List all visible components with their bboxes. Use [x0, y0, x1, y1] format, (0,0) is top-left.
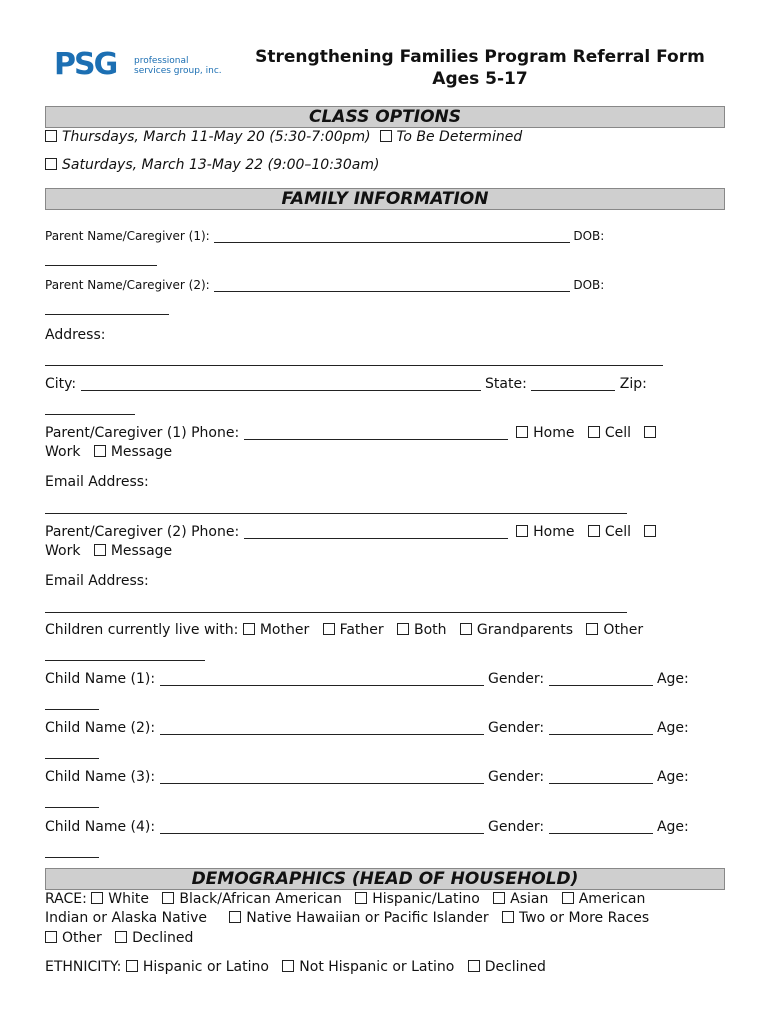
child3-name-field[interactable] — [160, 769, 484, 784]
phone2-cell-checkbox[interactable] — [588, 525, 600, 537]
parent2-dob-field[interactable] — [45, 300, 169, 315]
race-other-checkbox[interactable] — [45, 931, 57, 943]
state-field[interactable] — [531, 376, 615, 391]
phone1-home-checkbox[interactable] — [516, 426, 528, 438]
class-option-row-2: Saturdays, March 13-May 22 (9:00–10:30am) — [45, 156, 379, 175]
logo-mark: PSG — [54, 47, 117, 82]
child3-gender-field[interactable] — [549, 769, 653, 784]
race-asian-checkbox[interactable] — [493, 892, 505, 904]
phone1-work-checkbox[interactable] — [644, 426, 656, 438]
race-declined-checkbox[interactable] — [115, 931, 127, 943]
email1-field[interactable] — [45, 499, 627, 514]
race-row-2: Indian or Alaska Native Native Hawaiian or Pacific Islander Two or More Races — [45, 910, 650, 926]
parent2-row: Parent Name/Caregiver (2): DOB: — [45, 278, 605, 292]
form-subtitle: Ages 5-17 — [432, 69, 528, 89]
race-american-indian-checkbox[interactable] — [562, 892, 574, 904]
child1-gender-field[interactable] — [549, 671, 653, 686]
child1-name-field[interactable] — [160, 671, 484, 686]
email1-label: Email Address: — [45, 474, 149, 490]
tbd-checkbox[interactable] — [380, 130, 392, 142]
phone2-home-checkbox[interactable] — [516, 525, 528, 537]
race-row-3: Other Declined — [45, 929, 193, 948]
parent1-row: Parent Name/Caregiver (1): DOB: — [45, 229, 605, 243]
race-black-checkbox[interactable] — [162, 892, 174, 904]
both-checkbox[interactable] — [397, 623, 409, 635]
child2-gender-field[interactable] — [549, 720, 653, 735]
family-info-heading: FAMILY INFORMATION — [45, 188, 725, 210]
phone1-field[interactable] — [244, 425, 508, 440]
phone2-field[interactable] — [244, 524, 508, 539]
ethnicity-row: ETHNICITY: Hispanic or Latino Not Hispanic or Latino Declined — [45, 959, 546, 975]
class-options-heading: CLASS OPTIONS — [45, 106, 725, 128]
class-option-row-1: Thursdays, March 11-May 20 (5:30-7:00pm) To Be Determined — [45, 128, 522, 147]
thursday-checkbox[interactable] — [45, 130, 57, 142]
race-row-1: RACE: White Black/African American Hispanic/Latino Asian American — [45, 891, 646, 907]
city-row: City: State: Zip: — [45, 376, 647, 392]
child4-gender-field[interactable] — [549, 819, 653, 834]
live-with-other-field[interactable] — [45, 646, 205, 661]
email2-label: Email Address: — [45, 573, 149, 589]
child4-age-field[interactable] — [45, 843, 99, 858]
child2-name-field[interactable] — [160, 720, 484, 735]
form-title: Strengthening Families Program Referral Form — [255, 47, 705, 67]
child4-row: Child Name (4): Gender: Age: — [45, 819, 689, 835]
phone1-row: Parent/Caregiver (1) Phone: Home Cell — [45, 424, 661, 443]
phone2-work-checkbox[interactable] — [644, 525, 656, 537]
address-field[interactable] — [45, 351, 663, 366]
grandparents-checkbox[interactable] — [460, 623, 472, 635]
father-checkbox[interactable] — [323, 623, 335, 635]
eth-declined-checkbox[interactable] — [468, 960, 480, 972]
child2-age-field[interactable] — [45, 744, 99, 759]
phone1-cell-checkbox[interactable] — [588, 426, 600, 438]
race-hawaiian-checkbox[interactable] — [229, 911, 241, 923]
race-white-checkbox[interactable] — [91, 892, 103, 904]
mother-checkbox[interactable] — [243, 623, 255, 635]
saturday-checkbox[interactable] — [45, 158, 57, 170]
phone2-row-cont: Work Message — [45, 543, 173, 559]
parent1-name-field[interactable] — [214, 228, 570, 243]
live-with-row: Children currently live with: Mother Father Both Grandparents Other — [45, 622, 644, 638]
phone1-row-cont: Work Message — [45, 444, 173, 460]
address-label: Address: — [45, 327, 106, 343]
psg-logo — [54, 47, 224, 84]
logo-subtext-2: services group, inc. — [134, 66, 222, 76]
phone1-message-checkbox[interactable] — [94, 445, 106, 457]
child3-age-field[interactable] — [45, 793, 99, 808]
parent2-name-field[interactable] — [214, 277, 570, 292]
other-checkbox[interactable] — [586, 623, 598, 635]
race-two-more-checkbox[interactable] — [502, 911, 514, 923]
eth-hispanic-checkbox[interactable] — [126, 960, 138, 972]
phone2-row: Parent/Caregiver (2) Phone: Home Cell — [45, 523, 661, 542]
child1-age-field[interactable] — [45, 695, 99, 710]
child2-row: Child Name (2): Gender: Age: — [45, 720, 689, 736]
eth-not-hispanic-checkbox[interactable] — [282, 960, 294, 972]
email2-field[interactable] — [45, 598, 627, 613]
logo-subtext-1: professional — [134, 56, 189, 66]
child3-row: Child Name (3): Gender: Age: — [45, 769, 689, 785]
city-field[interactable] — [81, 376, 481, 391]
child1-row: Child Name (1): Gender: Age: — [45, 671, 689, 687]
child4-name-field[interactable] — [160, 819, 484, 834]
phone2-message-checkbox[interactable] — [94, 544, 106, 556]
zip-field[interactable] — [45, 400, 135, 415]
parent1-dob-field[interactable] — [45, 251, 157, 266]
race-hispanic-checkbox[interactable] — [355, 892, 367, 904]
demographics-heading: DEMOGRAPHICS (HEAD OF HOUSEHOLD) — [45, 868, 725, 890]
